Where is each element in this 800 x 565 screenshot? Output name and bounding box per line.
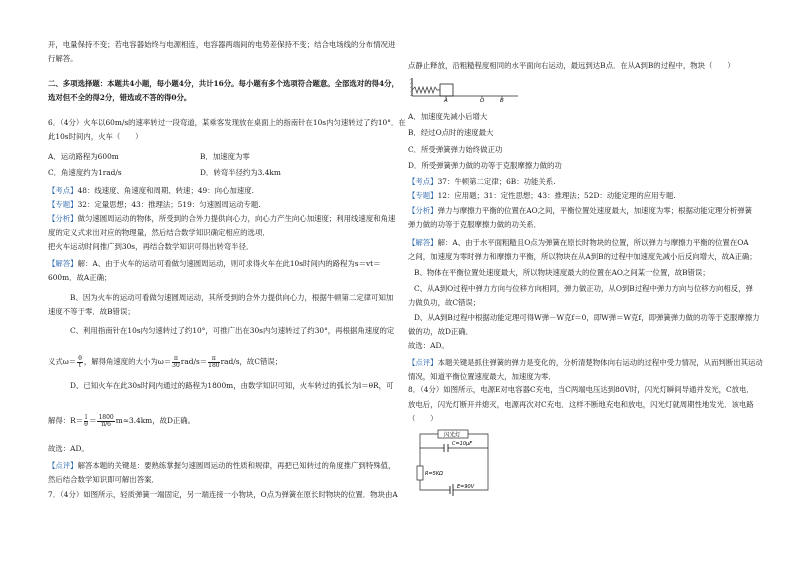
zhuanti-tag: 【专题】 <box>408 191 438 200</box>
zhuanti-tag: 【专题】 <box>48 200 78 209</box>
zhuanti-line <box>48 200 261 209</box>
jieda-text: rad/s＝ <box>180 357 208 366</box>
formula-line <box>48 354 282 370</box>
question-6-stem: 6．（4分）火车以60m/s的速率转过一段弯道，某乘客发现放在桌面上的指南针在10s内匀速转过了约10°．在 <box>48 118 406 127</box>
option-b: B．经过O点时的速度最大 <box>408 128 494 137</box>
fenxi-line <box>408 206 752 215</box>
jieda-text: 解得：R＝ <box>48 416 84 425</box>
fraction-numerator: π <box>174 354 178 362</box>
option-a: A．运动路程为600m <box>48 152 119 161</box>
dianping-text: 然后结合数学知识即可解出答案． <box>48 475 159 484</box>
jieda-text: ＝ <box>89 416 97 425</box>
fraction <box>84 415 88 428</box>
jieda-text: 600m．故A正确； <box>48 273 112 282</box>
dianping-text: 情况，知道平衡位置速度最大，加速度为零． <box>408 372 556 381</box>
fenxi-text: 弹力做的功等于克服摩擦力做的功关系． <box>408 220 542 229</box>
fenxi-tag: 【分析】 <box>408 206 438 215</box>
kaodian-tag: 【考点】 <box>48 186 78 195</box>
kaodian-line <box>48 186 254 195</box>
kaodian-tag: 【考点】 <box>408 177 438 186</box>
dianping-line <box>48 461 395 470</box>
question-8-stem: （ ） <box>408 414 438 423</box>
fraction-numerator: l <box>85 413 88 421</box>
kaodian-text: 48：线速度、角速度和周期、转速；49：向心加速度. <box>77 186 254 195</box>
jieda-text: C、从A到O过程中弹力方向与位移方向相同，弹力做正功，从O到B过程中弹力方向与位移方向相反，弹 <box>414 284 753 293</box>
fenxi-line <box>48 214 395 223</box>
jieda-text: 做的功，故D正确． <box>408 327 474 336</box>
jieda-text: D、从A到B过程中根据动能定理可得W弹－W克f＝0，即W弹＝W克f，即弹簧弹力做的功等于克服摩擦力 <box>414 313 760 322</box>
fraction-numerator: 1800 <box>98 413 114 421</box>
option-d: D．所受弹簧弹力做的功等于克服摩擦力做的功 <box>408 161 562 170</box>
jieda-text: D、已知火车在此30s时间内通过的路程为1800m，由数学知识可知，火车转过的弧长为l＝θR，可 <box>70 381 394 390</box>
question-7-stem: 点静止释放，沿粗糙程度相同的水平面向右运动，最远到达B点．在从A到B的过程中，物块（ ） <box>408 61 735 70</box>
fraction-denominator: π/6 <box>101 420 111 428</box>
section-heading: 选对但不全的得2分，错选或不答的得0分。 <box>48 93 192 102</box>
option-c: C．角速度约为1rad/s <box>48 168 122 177</box>
option-b: B．加速度为零 <box>200 152 250 161</box>
formula-line <box>48 413 195 429</box>
jieda-tag: 【解答】 <box>408 238 438 247</box>
kaodian-text: 37：牛顿第二定律；6B：功能关系. <box>437 177 556 186</box>
fenxi-text: 把火车运动时间推广到30s，再结合数学知识可得出转弯半径． <box>48 242 254 251</box>
zhuanti-text: 32：定量思想；43：推理法；519：匀速圆周运动专题. <box>77 200 261 209</box>
fig1-label-a: A <box>444 98 448 102</box>
fraction <box>97 415 114 428</box>
fraction-denominator: θ <box>84 420 88 428</box>
jieda-line <box>408 238 749 247</box>
fraction-denominator: t <box>78 361 82 369</box>
spring-block-figure <box>410 74 520 102</box>
jieda-text: B、因为火车的运动可看做匀速圆周运动，其所受到的合外力提供向心力，根据牛顿第二定律可知加 <box>70 293 394 302</box>
answer-line: 故选：AD。 <box>48 444 89 453</box>
dianping-tag: 【点评】 <box>408 358 438 367</box>
kaodian-line <box>408 177 556 186</box>
question-6-stem: 此10s时间内，火车（ ） <box>48 132 143 141</box>
jieda-text: ，解得角速度的大小为ω＝ <box>83 357 172 366</box>
fraction <box>208 356 219 369</box>
fraction-denominator: 30 <box>172 361 180 369</box>
jieda-text: C、利用指南针在10s内匀速转过了约10°，可推广出在30s内匀速转过了约30°，再根据角速度的定 <box>70 326 395 335</box>
flash-circuit-figure <box>414 428 496 500</box>
fig2-r-label: R=5KΩ <box>425 471 443 477</box>
text-line: 行解答。 <box>48 54 78 63</box>
spring-shape <box>412 87 440 93</box>
fenxi-text: 度的定义式求出对应的物理量，然后结合数学知识确定相应的选项． <box>48 228 270 237</box>
text-line: 开，电量保持不变；若电容器始终与电源相连，电容器两端间的电势差保持不变；结合电场线的分布情况进 <box>48 40 396 49</box>
section-heading: 二、多项选择题：本题共4小题，每小题4分，共计16分。每小题有多个选项符合题意。全部选对的得4分， <box>48 79 399 88</box>
fenxi-tag: 【分析】 <box>48 214 78 223</box>
dianping-text: 本题关键是抓住弹簧的弹力是变化的，分析清楚物体向右运动的过程中受力情况，从而判断出其运动 <box>437 358 763 367</box>
jieda-text: 义式ω＝ <box>48 357 77 366</box>
fraction <box>172 356 180 369</box>
question-8-stem: 8．（4分）如图所示，电源E对电容器C充电，当C两端电压达到80V时，闪光灯瞬间导通并发光，C放电． <box>408 385 754 394</box>
dianping-line <box>408 358 763 367</box>
jieda-text: 解：A、由于火车的运动可看做匀速圆周运动，则可求得火车在此10s时间内的路程为s＝vt＝ <box>77 259 381 268</box>
jieda-text: rad/s，故C错误； <box>220 357 283 366</box>
block-shape <box>440 84 453 96</box>
fig1-label-o: O <box>480 98 485 102</box>
jieda-text: 力做负功，故C错误； <box>408 298 481 307</box>
answer-line: 故选：AD。 <box>408 341 449 350</box>
question-7-stem: 7．（4分）如图所示，轻质弹簧一端固定，另一端连接一小物块，O点为弹簧在原长时物块的位置．物块由A <box>48 490 398 499</box>
jieda-text: m≈3.4km，故D正确。 <box>115 416 196 425</box>
fraction <box>77 356 83 369</box>
fraction-denominator: 180 <box>208 361 220 369</box>
jieda-text: B、物体在平衡位置处速度最大，所以物块速度最大的位置在AO之间某一位置，故B错误； <box>414 268 710 277</box>
option-a: A．加速度先减小后增大 <box>408 112 488 121</box>
fig2-c-label: C=10μF <box>452 441 473 447</box>
zhuanti-line <box>408 191 676 200</box>
jieda-text: 解：A、由于水平面粗糙且O点为弹簧在原长时物块的位置，所以弹力与摩擦力平衡的位置在OA <box>437 238 749 247</box>
fenxi-text: 做匀速圆周运动的物体，所受到的合外力提供向心力，向心力产生向心加速度；利用线速度和角速 <box>77 214 396 223</box>
jieda-tag: 【解答】 <box>48 259 78 268</box>
option-d: D．转弯半径约为3.4km <box>200 168 281 177</box>
fenxi-text: 弹力与摩擦力平衡的位置在AO之间，平衡位置处速度最大，加速度为零；根据动能定理分析弹簧 <box>437 206 752 215</box>
fig2-lamp-label: 闪光灯 <box>444 432 461 439</box>
jieda-line <box>48 259 381 268</box>
battery-gap <box>451 489 453 491</box>
resistor-shape <box>417 466 423 480</box>
jieda-text: 速度不等于零．故B错误； <box>48 307 135 316</box>
dianping-text: 解答本题的关键是：要熟练掌握匀速圆周运动的性质和规律，再把已知转过的角度推广到特殊值， <box>77 461 396 470</box>
jieda-text: 之间，加速度为零时弹力和摩擦力平衡，所以物块在从A到B的过程中加速度先减小后反向增大，故A正确； <box>408 252 757 261</box>
fig2-e-label: E=90V <box>457 484 475 490</box>
fraction-numerator: π <box>208 356 219 363</box>
fraction-numerator: θ <box>78 354 82 362</box>
option-c: C．所受弹簧弹力始终做正功 <box>408 145 503 154</box>
fig1-label-b: B <box>500 98 504 102</box>
dianping-tag: 【点评】 <box>48 461 78 470</box>
zhuanti-text: 12：应用题；31：定性思想；43：推理法；52D：动能定理的应用专题. <box>437 191 676 200</box>
question-8-stem: 放电后，闪光灯断开并熄灭，电源再次对C充电．这样不断地充电和放电，闪光灯就周期性地发光．该电路 <box>408 400 754 409</box>
